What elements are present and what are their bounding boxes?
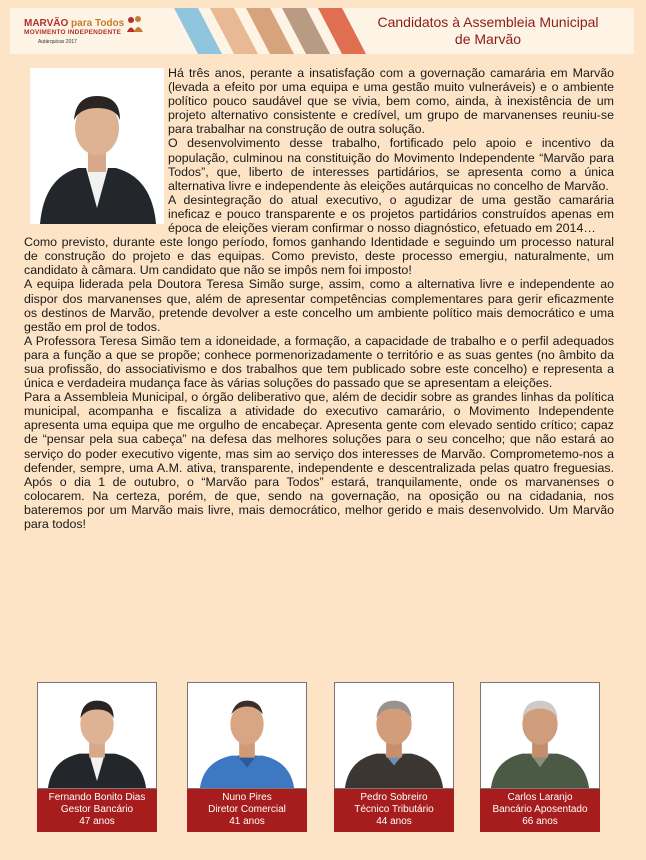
candidate-card xyxy=(480,682,600,832)
candidate-role: Diretor Comercial xyxy=(208,804,286,815)
decorative-stripes xyxy=(170,8,366,54)
article-paragraph: A desintegração do atual executivo, o agudizar de uma gestão camarária ineficaz e pouco transparente e os projetos partidários construídos apenas em época de eleições vieram confirmar o nosso diagnóstico, efetuado em 2014… xyxy=(168,192,614,236)
article-paragraph: A Professora Teresa Simão tem a idoneidade, a formação, a capacidade de trabalho e o perfil adequados para a função a que se propõe; conhece pormenorizadamente o território e as suas gentes (no âmbito da sua profissão, do associativismo e dos trabalhos que tem publicado sobre este concelho) e representa a única e verdadeira mudança face às várias soluções do passado que se apresentam a eleições. xyxy=(24,333,614,391)
page-title-line1: Candidatos à Assembleia Municipal xyxy=(377,14,599,30)
candidate-age: 66 anos xyxy=(522,816,558,827)
candidate-caption xyxy=(187,789,307,832)
candidate-card xyxy=(187,682,307,832)
candidate-caption xyxy=(480,789,600,832)
article-paragraph: Há três anos, perante a insatisfação com a governação camarária em Marvão (levada a efeito por uma equipa e uma gestão muito vulneráveis) e o ambiente político pouco saudável que se vivia, bem como, ainda, à inexistência de um projeto alternativo consistente e credível, um grupo de marvanenses reuniu-se para trabalhar na construção de outra solução. xyxy=(168,66,614,137)
candidate-photo xyxy=(37,682,157,789)
logo-year: Autárquicas 2017 xyxy=(38,39,77,45)
page-title xyxy=(348,14,628,48)
candidate-name: Nuno Pires xyxy=(222,792,272,803)
article-body xyxy=(24,66,614,531)
candidate-name: Fernando Bonito Dias xyxy=(48,792,146,803)
article-paragraph: Como previsto, durante este longo período, fomos ganhando Identidade e seguindo um processo natural de construção do projeto e das equipas. Como previsto, deste processo emergiu, naturalmente, um candidato à câmara. Um candidato que não se impôs nem foi imposto! xyxy=(24,235,614,278)
candidate-age: 47 anos xyxy=(79,816,115,827)
candidate-photo xyxy=(334,682,454,789)
candidate-caption xyxy=(37,789,157,832)
article-paragraph: Para a Assembleia Municipal, o órgão deliberativo que, além de decidir sobre as grandes linhas da política municipal, acompanha e fiscaliza a atividade do executivo camarário, o Movimento Independente apresenta uma equipa que me orgulho de encabeçar. Apresenta gente com elevado sentido crítico; capaz de “pensar pela sua cabeça” na defesa das melhores soluções para o seu concelho; que não estará ao serviço do poder executivo vigente, mas sim ao serviço dos interesses de Marvão. Comprometemo-nos a defender, sempre, uma A.M. ativa, transparente, independente e descentralizada pelas quatro freguesias. Após o dia 1 de outubro, o “Marvão para Todos” estará, tranquilamente, onde os marvanenses o colocarem. Na certeza, porém, de que, sendo na governação, na oposição ou na cidadania, nos bateremos por um Marvão mais livre, mais democrático, melhor gerido e mais desenvolvido. Um Marvão para todos! xyxy=(24,390,614,531)
photo-spacer xyxy=(24,66,168,228)
article-paragraph: O desenvolvimento desse trabalho, fortificado pelo apoio e incentivo da população, culminou na constituição do Movimento Independente “Marvão para Todos”, que, liberto de interesses partidários, se apresenta como a única alternativa livre e independente às eleições autárquicas no concelho de Marvão. xyxy=(168,136,614,193)
logo-name-part1: MARVÃO xyxy=(24,18,69,29)
candidate-card xyxy=(334,682,454,832)
candidate-role: Bancário Aposentado xyxy=(492,804,588,815)
candidate-age: 41 anos xyxy=(229,816,265,827)
candidate-role: Gestor Bancário xyxy=(60,804,134,815)
logo-title xyxy=(24,18,124,29)
page-title-line2: de Marvão xyxy=(454,31,522,47)
candidate-caption xyxy=(334,789,454,832)
candidate-name: Pedro Sobreiro xyxy=(360,792,428,803)
candidate-role: Técnico Tributário xyxy=(354,804,434,815)
candidate-card xyxy=(37,682,157,832)
article-paragraph: A equipa liderada pela Doutora Teresa Simão surge, assim, como a alternativa livre e independente ao dispor dos marvanenses que, além de apresentar competências complementares para gerir eficazmente os destinos de Marvão, pretende devolver a este concelho um ambiente político mais democrático e uma gestão em prol de todos. xyxy=(24,277,614,334)
candidate-photo xyxy=(187,682,307,789)
candidate-age: 44 anos xyxy=(376,816,412,827)
logo-name-part2: para Todos xyxy=(71,18,125,29)
logo xyxy=(24,18,154,54)
logo-figures-icon xyxy=(124,14,146,36)
candidate-photo xyxy=(480,682,600,789)
logo-subtitle: MOVIMENTO INDEPENDENTE xyxy=(24,29,122,36)
candidate-name: Carlos Laranjo xyxy=(507,792,573,803)
